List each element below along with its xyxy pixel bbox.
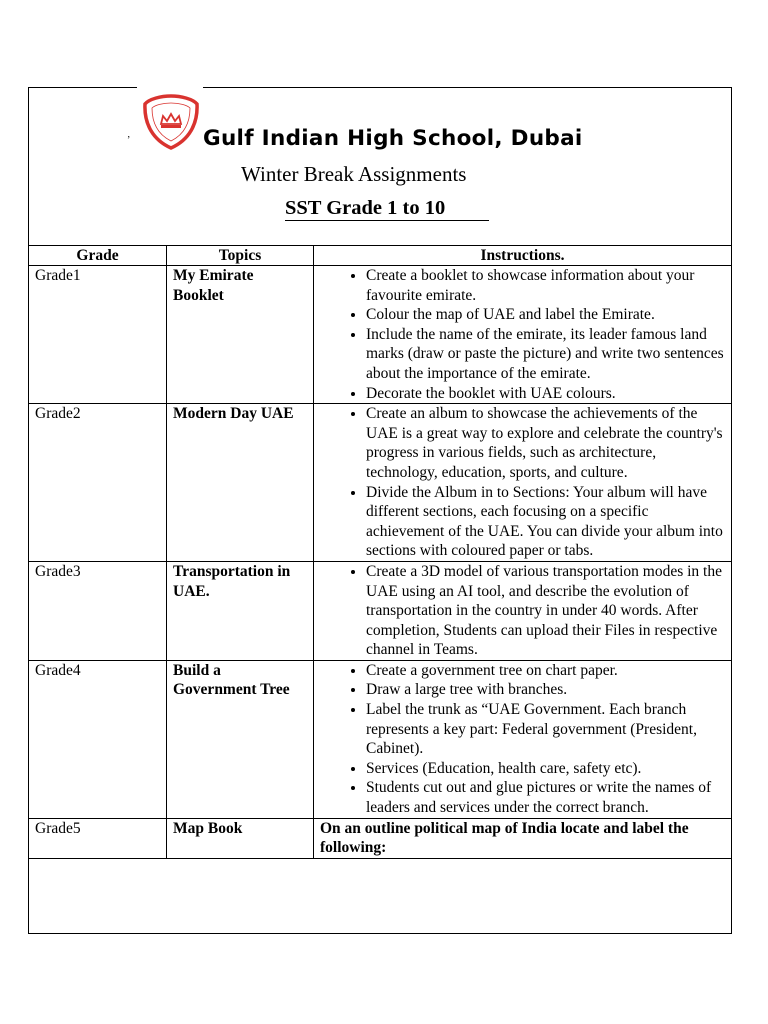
column-header-grade: Grade: [29, 246, 167, 266]
table-row: [29, 266, 732, 404]
table-row: [29, 660, 732, 818]
assignments-table: [28, 245, 732, 859]
grade-cell: Grade3: [29, 561, 167, 660]
instruction-item: • Divide the Album in to Sections: Your album will have different sections, each focusing on a specific achievement of the UAE. You can divide your album into sections with coloured paper or tabs.: [366, 483, 725, 561]
instruction-item: • Decorate the booklet with UAE colours.: [366, 384, 725, 404]
school-name: Gulf Indian High School, Dubai: [203, 126, 583, 151]
instruction-item: • Create a 3D model of various transportation modes in the UAE using an AI tool, and describe the evolution of transportation in the country in under 40 words. After completion, Students can upload their Files in respective channel in Teams.: [366, 562, 725, 660]
instructions-cell: [314, 266, 732, 404]
instruction-item: • Students cut out and glue pictures or write the names of leaders and services under the correct branch.: [366, 778, 725, 817]
table-row: [29, 561, 732, 660]
border-gap: [137, 86, 203, 90]
instruction-item: • Create a booklet to showcase information about your favourite emirate.: [366, 266, 725, 305]
document-frame: [28, 87, 732, 934]
instruction-item: • Create an album to showcase the achievements of the UAE is a great way to explore and celebrate the country's progress in various fields, such as architecture, technology, education, sports, and culture.: [366, 404, 725, 482]
topic-cell: Modern Day UAE: [167, 404, 314, 562]
topic-cell: My Emirate Booklet: [167, 266, 314, 404]
document-subtitle: SST Grade 1 to 10: [285, 196, 489, 221]
grade-cell: Grade1: [29, 266, 167, 404]
instructions-cell: [314, 404, 732, 562]
column-header-instructions: Instructions.: [314, 246, 732, 266]
document-header: [29, 88, 731, 245]
grade-cell: Grade4: [29, 660, 167, 818]
table-row: [29, 404, 732, 562]
topic-cell: Build a Government Tree: [167, 660, 314, 818]
instruction-item: • Create a government tree on chart paper.: [366, 661, 725, 681]
instruction-item: • Include the name of the emirate, its leader famous land marks (draw or paste the picture) and write two sentences about the importance of the emirate.: [366, 325, 725, 384]
topic-cell: Transportation in UAE.: [167, 561, 314, 660]
column-header-topics: Topics: [167, 246, 314, 266]
instructions-cell: [314, 660, 732, 818]
grade-cell: Grade5: [29, 818, 167, 858]
table-row: [29, 818, 732, 858]
instruction-item: • Services (Education, health care, safety etc).: [366, 759, 725, 779]
school-crest-logo: [141, 94, 201, 150]
grade-cell: Grade2: [29, 404, 167, 562]
instruction-item: • Draw a large tree with branches.: [366, 680, 725, 700]
topic-cell: Map Book: [167, 818, 314, 858]
instruction-item: • Label the trunk as “UAE Government. Each branch represents a key part: Federal government (President, Cabinet).: [366, 700, 725, 759]
instructions-cell: [314, 561, 732, 660]
document-title: Winter Break Assignments: [241, 162, 467, 186]
table-header-row: [29, 246, 732, 266]
stray-mark: ʼ: [127, 135, 131, 146]
instruction-item: • Colour the map of UAE and label the Emirate.: [366, 305, 725, 325]
instructions-cell: On an outline political map of India locate and label the following:: [314, 818, 732, 858]
